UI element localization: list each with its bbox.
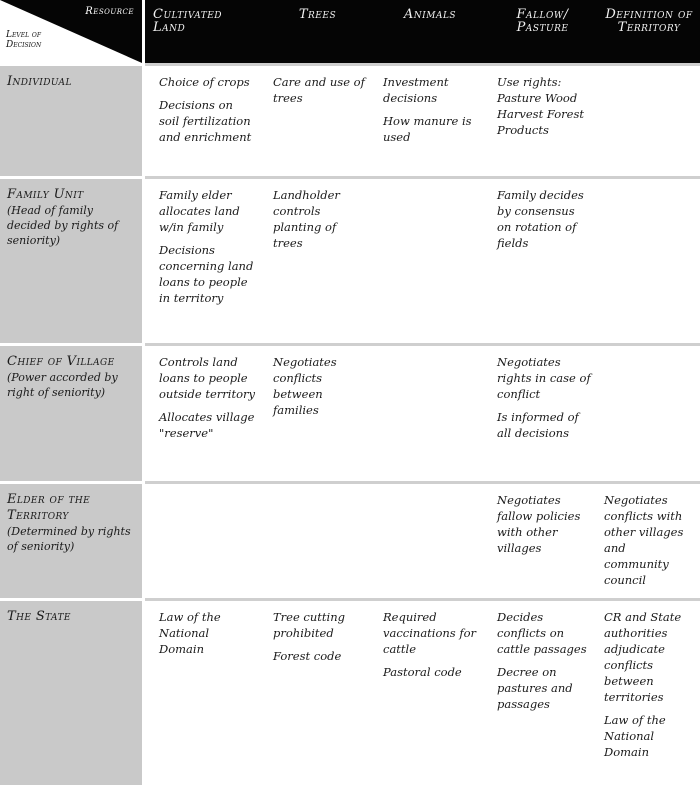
- table-cell: [598, 343, 700, 481]
- row-label-elder-of-territory: [0, 481, 145, 598]
- cell-text: Negotiates conflicts with other villages and community council: [604, 493, 684, 587]
- table-cell: [145, 343, 262, 481]
- table-cell: [373, 481, 487, 598]
- cell-text: Forest code: [273, 649, 342, 663]
- cell-text: Family elder allocates land w/in family: [159, 188, 240, 234]
- row-label-family-unit: [0, 176, 145, 343]
- cell-text: Controls land loans to people outside territory: [159, 355, 255, 401]
- column-header-trees: Trees: [262, 0, 373, 63]
- cell-text: Negotiates fallow policies with other villages: [497, 493, 581, 555]
- row-name: Family Unit: [7, 187, 84, 202]
- row-name: Individual: [7, 74, 72, 89]
- cell-text: Negotiates conflicts between families: [273, 355, 337, 417]
- table-cell: [262, 176, 373, 343]
- cell-text: Allocates village "reserve": [159, 410, 255, 440]
- cell-text: Pastoral code: [383, 665, 462, 679]
- row-label-chief-of-village: [0, 343, 145, 481]
- cell-text: Decisions on soil fertilization and enrichment: [159, 98, 252, 144]
- cell-text: CR and State authorities adjudicate conflicts between territories: [604, 610, 682, 704]
- cell-text: Decisions concerning land loans to people in territory: [159, 243, 254, 305]
- table-cell: [373, 63, 487, 176]
- cell-text: Choice of crops: [159, 75, 250, 89]
- row-name: The State: [7, 609, 71, 624]
- cell-text: How manure is used: [383, 114, 472, 144]
- cell-text: Decides conflicts on cattle passages: [497, 610, 587, 656]
- row-name: Elder of the Territory: [7, 492, 91, 523]
- table-cell: [262, 343, 373, 481]
- column-header-fallow-pasture: Fallow/ Pasture: [487, 0, 598, 63]
- table-cell: [487, 598, 598, 785]
- table-cell: [373, 598, 487, 785]
- table-cell: [487, 176, 598, 343]
- table-cell: [145, 481, 262, 598]
- table-cell: [598, 176, 700, 343]
- table-cell: [487, 343, 598, 481]
- table-cell: [598, 63, 700, 176]
- corner-resource-label: Resource: [85, 6, 134, 17]
- table-cell: [262, 63, 373, 176]
- cell-text: Law of the National Domain: [604, 713, 666, 759]
- table-cell: [373, 176, 487, 343]
- cell-text: Is informed of all decisions: [497, 410, 579, 440]
- column-header-animals: Animals: [373, 0, 487, 63]
- row-subtitle: (Head of family decided by rights of seniority): [7, 204, 119, 247]
- table-cell: [145, 598, 262, 785]
- column-header-cultivated-land: Cultivated Land: [145, 0, 262, 63]
- table-cell: [598, 598, 700, 785]
- table-cell: [598, 481, 700, 598]
- column-header-definition-of-territory: Definition of Territory: [598, 0, 700, 63]
- row-subtitle: (Determined by rights of seniority): [7, 525, 131, 553]
- cell-text: Negotiates rights in case of conflict: [497, 355, 591, 401]
- cell-text: Care and use of trees: [273, 75, 365, 105]
- row-label-individual: [0, 63, 145, 176]
- row-label-the-state: [0, 598, 145, 785]
- cell-text: Required vaccinations for cattle: [383, 610, 477, 656]
- table-cell: [487, 481, 598, 598]
- cell-text: Decree on pastures and passages: [497, 665, 573, 711]
- row-subtitle: (Power accorded by right of seniority): [7, 371, 118, 399]
- corner-header: [0, 0, 145, 63]
- cell-text: Investment decisions: [383, 75, 449, 105]
- table-cell: [145, 176, 262, 343]
- row-name: Chief of Village: [7, 354, 115, 369]
- cell-text: Law of the National Domain: [159, 610, 221, 656]
- cell-text: Family decides by consensus on rotation of fields: [497, 188, 584, 250]
- table-cell: [262, 598, 373, 785]
- table-cell: [373, 343, 487, 481]
- cell-text: Use rights: Pasture Wood Harvest Forest Products: [497, 75, 584, 137]
- table-cell: [145, 63, 262, 176]
- cell-text: Tree cutting prohibited: [273, 610, 345, 640]
- table-cell: [262, 481, 373, 598]
- table-cell: [487, 63, 598, 176]
- corner-level-label: Level of Decision: [6, 30, 42, 50]
- cell-text: Landholder controls planting of trees: [273, 188, 340, 250]
